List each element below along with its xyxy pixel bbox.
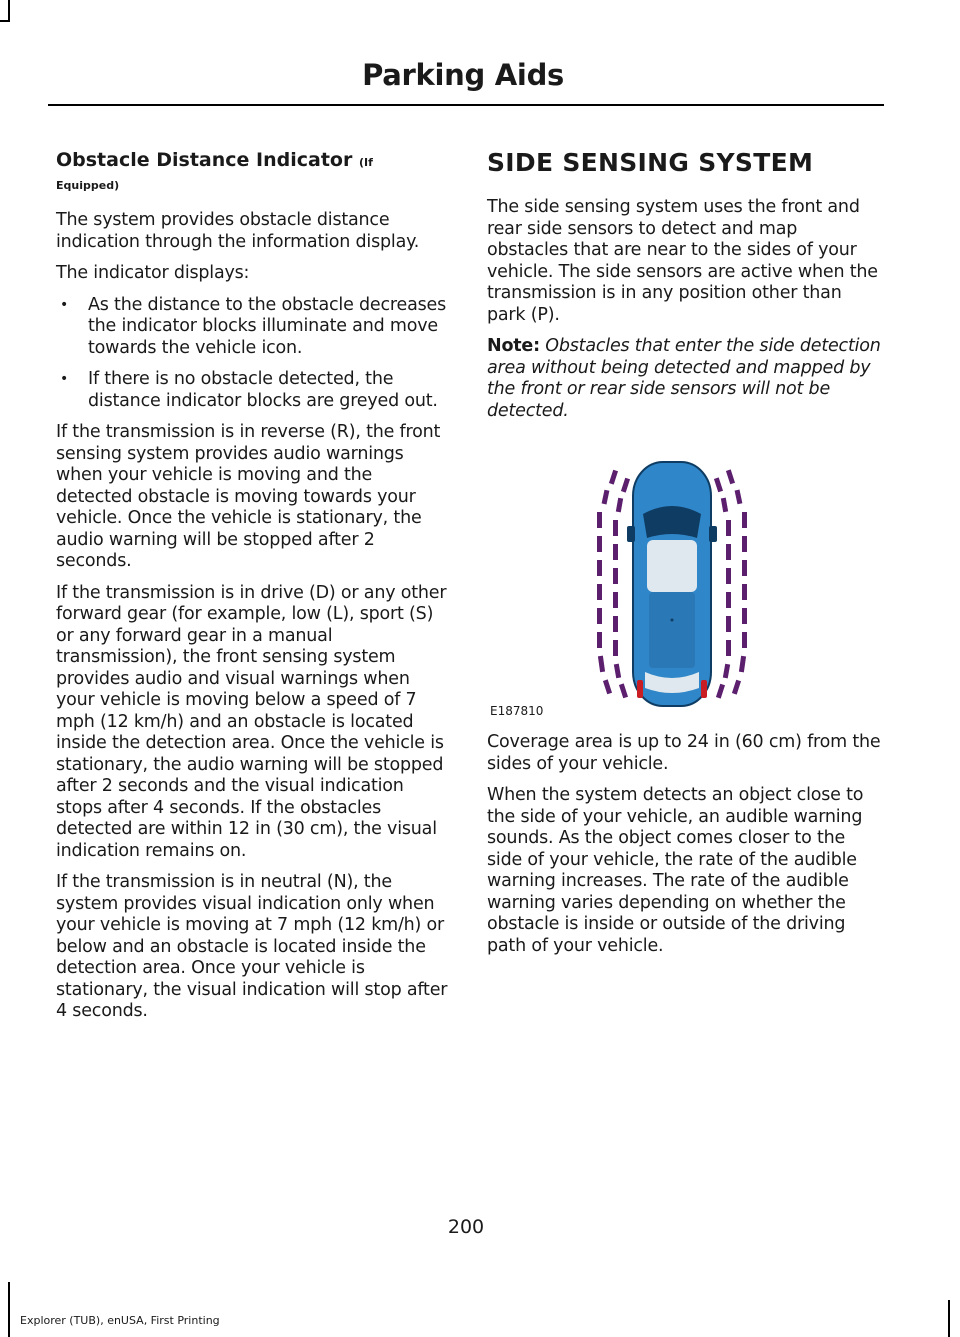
paragraph: Coverage area is up to 24 in (60 cm) from the sides of your vehicle. (487, 732, 881, 774)
figure-id: E187810 (490, 704, 544, 718)
left-column (56, 138, 448, 1033)
page-title: Parking Aids (362, 58, 564, 92)
crop-mark (8, 0, 10, 22)
header-rule (48, 104, 884, 106)
car-top-view-illustration (587, 452, 757, 720)
crop-mark (8, 1282, 10, 1337)
crop-mark (948, 1300, 950, 1337)
paragraph: The side sensing system uses the front and rear side sensors to detect and map obstacles that are near to the sides of your vehicle. The side sensors are active when the transmission is in any position other than park (P). (487, 197, 878, 325)
paragraph: The indicator displays: (56, 263, 250, 283)
page-number: 200 (447, 1216, 485, 1238)
note-text: Obstacles that enter the side detection area without being detected and mapped by the front or rear side sensors will not be detected. (487, 336, 881, 421)
car-icon (627, 462, 717, 706)
crop-mark (0, 20, 10, 22)
paragraph: If the transmission is in drive (D) or any other forward gear (for example, low (L), sport (S) or any forward gear in a manual transmission), the front sensing system provides audio and visual warnings when your vehicle is moving below a speed of 7 mph (12 km/h) and an obstacle is located inside the detection area. Once the vehicle is stationary, the audio warning will be stopped after 2 seconds and the visual indication stops after 4 seconds. If the obstacles detected are within 12 in (30 cm), the visual indication remains on. (56, 582, 447, 861)
list-item: • If there is no obstacle detected, the distance indicator blocks are greyed out. (56, 369, 448, 412)
right-column (487, 138, 881, 967)
side-sensing-figure (487, 452, 881, 722)
note-label: Note: (487, 336, 540, 356)
section-heading: SIDE SENSING SYSTEM (487, 148, 814, 177)
section-heading (56, 148, 448, 175)
heading-suffix: (If (358, 156, 373, 169)
note (487, 336, 881, 422)
paragraph: When the system detects an object close to the side of your vehicle, an audible warning sounds. As the object comes closer to the side of your vehicle, the rate of the audible warning increases. The rate of the audible warning varies depending on whether the obstacle is inside or outside of the driving path of your vehicle. (487, 785, 864, 956)
heading-continuation: Equipped) (56, 179, 120, 192)
left-sensor-zone (597, 470, 630, 699)
footer-text: Explorer (TUB), enUSA, First Printing (20, 1314, 220, 1327)
heading-main: Obstacle Distance Indicator (56, 149, 353, 171)
paragraph: If the transmission is in neutral (N), the system provides visual indication only when your vehicle is moving at 7 mph (12 km/h) or below and an obstacle is located inside the detection area. Once your vehicle is stationary, the visual indication will stop after 4 seconds. (56, 872, 448, 1021)
paragraph: If the transmission is in reverse (R), the front sensing system provides audio warnings when your vehicle is moving and the detected obstacle is moving towards your vehicle. Once the vehicle is stationary, the audio warning will be stopped after 2 seconds. (56, 422, 441, 571)
paragraph: The system provides obstacle distance indication through the information display. (56, 210, 420, 252)
right-sensor-zone (714, 469, 747, 698)
list-item: • As the distance to the obstacle decreases the indicator blocks illuminate and move towards the vehicle icon. (56, 295, 448, 360)
bullet-list (56, 295, 448, 413)
